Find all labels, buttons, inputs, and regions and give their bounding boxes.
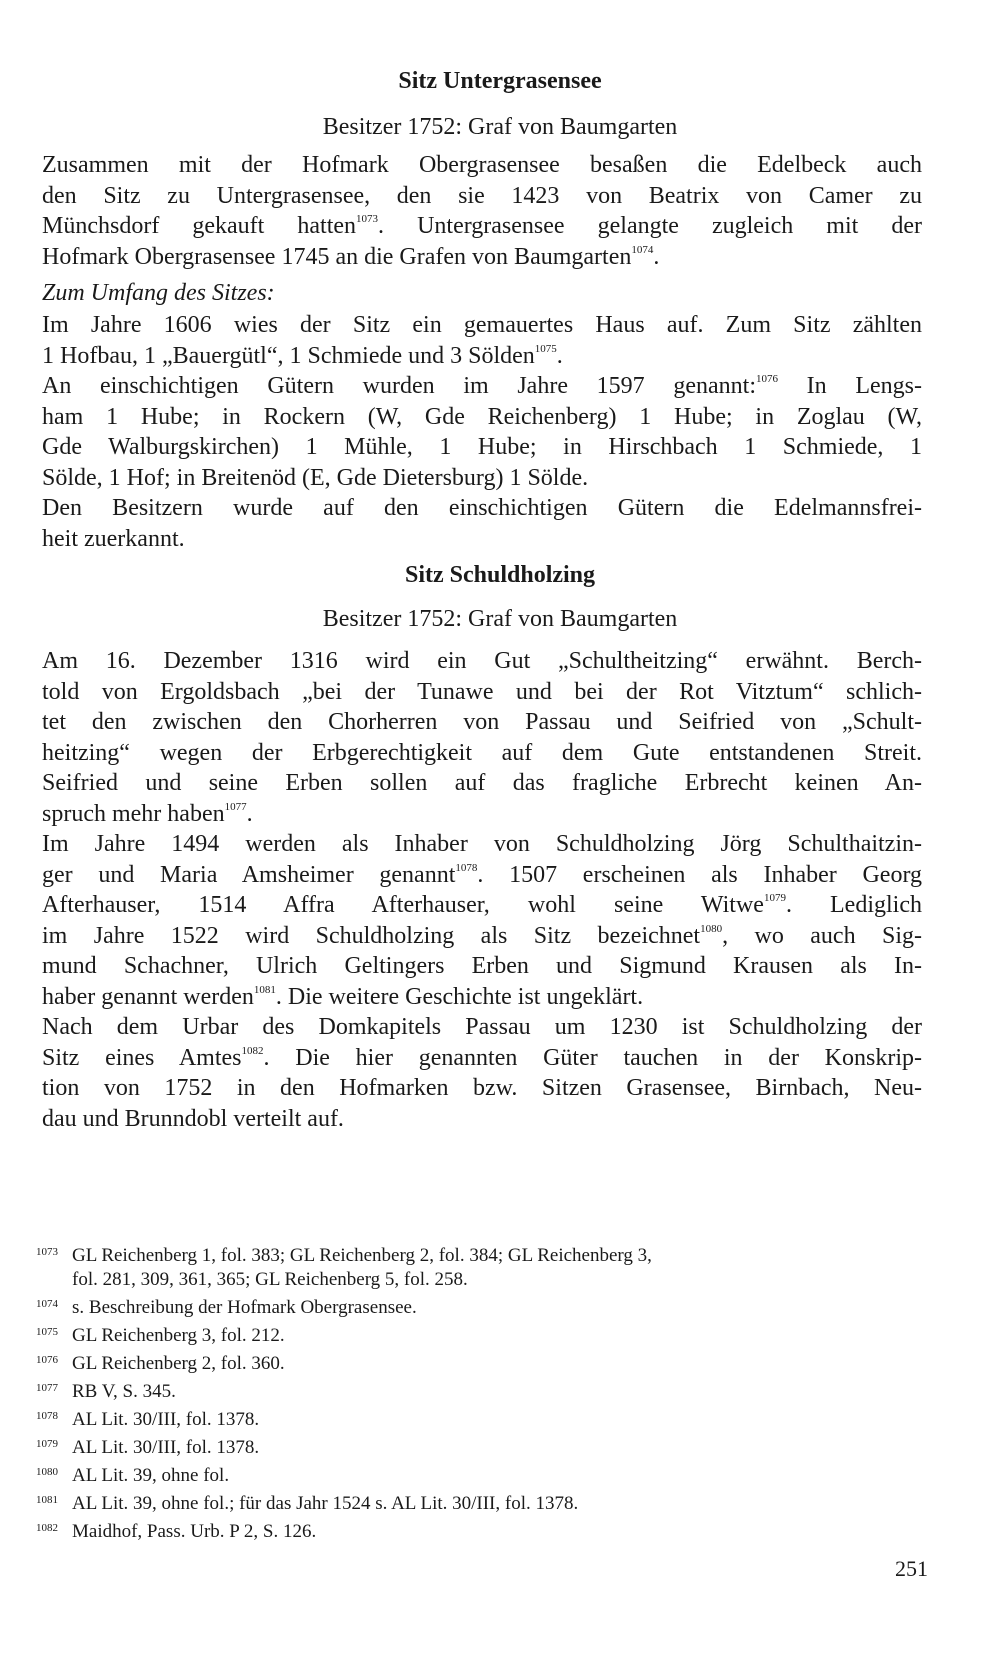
text-run: dau und Brunndobl verteilt auf. [42,1105,344,1132]
footnote [36,1348,916,1376]
paragraph [42,493,922,554]
footnote [36,1376,916,1404]
text-run: Zusammen mit der Hofmark Obergrasensee besaßen die Edelbeck auch [42,152,922,178]
footnote [36,1404,916,1432]
owner-line-untergrasensee: Besitzer 1752: Graf von Baumgarten [322,114,678,140]
footnote [36,1240,916,1268]
text-run: Münchsdorf gekauft hatten [42,213,357,239]
footnote-ref[interactable]: 1081 [253,983,276,996]
footnote-ref[interactable]: 1079 [763,892,786,904]
text-line [42,829,922,860]
footnote-text: fol. 281, 309, 361, 365; GL Reichenberg 5, fol. 258. [72,1269,468,1290]
footnote [36,1488,916,1516]
footnote [36,1432,916,1460]
footnote-text: AL Lit. 30/III, fol. 1378. [72,1437,260,1458]
text-run: . [653,243,660,270]
text-run: Afterhauser, 1514 Affra Afterhauser, wohl seine Witwe [42,892,764,918]
text-run: Im Jahre 1494 werden als Inhaber von Schuldholzing Jörg Schulthaitzin- [42,831,922,857]
page-number: 251 [895,1556,928,1581]
text-run: told von Ergoldsbach „bei der Tunawe und bei der Rot Vitztum“ schlich- [42,678,922,705]
text-line [42,524,922,555]
footnote-number: 1081 [36,1494,58,1506]
text-run: Hofmark Obergrasensee 1745 an die Grafen von Baumgarten [42,243,632,270]
footnote-ref[interactable]: 1077 [224,800,247,813]
text-line [42,921,922,952]
text-run: im Jahre 1522 wird Schuldholzing als Sitz bezeichnet [42,922,701,949]
footnotes [36,1240,916,1544]
text-run: tion von 1752 in den Hofmarken bzw. Sitzen Grasensee, Birnbach, Neu- [42,1075,922,1101]
footnote-text: RB V, S. 345. [72,1381,176,1402]
text-line [42,341,922,372]
text-line [42,242,922,273]
footnote-number: 1075 [36,1326,58,1338]
text-run: Im Jahre 1606 wies der Sitz ein gemauertes Haus auf. Zum Sitz zählten [42,312,922,338]
text-run: . Die hier genannten Güter tauchen in der Konskrip- [263,1044,923,1071]
footnote-ref[interactable]: 1074 [631,243,654,256]
text-run: haber genannt werden [42,983,254,1010]
footnote-text: Maidhof, Pass. Urb. P 2, S. 126. [72,1521,317,1542]
text-line [42,463,922,494]
text-line [42,150,922,181]
text-run: Sitz eines Amtes [42,1044,242,1071]
footnote-text: GL Reichenberg 3, fol. 212. [72,1325,285,1346]
text-run: tet den zwischen den Chorherren von Passau und Seifried von „Schult- [42,709,922,735]
footnote-text: AL Lit. 39, ohne fol. [72,1465,230,1486]
text-line [42,799,922,830]
paragraph [42,829,922,1012]
text-run: Gde Walburgskirchen) 1 Mühle, 1 Hube; in Hirschbach 1 Schmiede, 1 [42,434,922,460]
footnote-ref[interactable]: 1076 [756,373,778,385]
footnote-text: AL Lit. 30/III, fol. 1378. [72,1409,260,1430]
text-run: In Lengs- [778,373,923,399]
text-run: . Die weitere Geschichte ist ungeklärt. [275,983,644,1010]
text-line [42,982,922,1013]
footnote-number: 1082 [36,1522,58,1534]
owner-line-schuldholzing: Besitzer 1752: Graf von Baumgarten [322,606,678,632]
text-run: Den Besitzern wurde auf den einschichtigen Gütern die Edelmannsfrei- [42,495,922,521]
footnote-ref[interactable]: 1080 [700,922,723,935]
footnote-ref[interactable]: 1075 [534,342,557,355]
text-run: den Sitz zu Untergrasensee, den sie 1423 von Beatrix von Camer zu [42,182,922,209]
footnote-text: GL Reichenberg 2, fol. 360. [72,1353,285,1374]
section-title-schuldholzing: Sitz Schuldholzing [404,562,596,588]
text-run: heit zuerkannt. [42,525,185,552]
section-title-untergrasensee: Sitz Untergrasensee [398,68,602,94]
text-run: . Lediglich [785,892,922,918]
text-run: heitzing“ wegen der Erbgerechtigkeit auf dem Gute entstandenen Streit. [42,739,922,766]
text-line [42,371,922,402]
text-line [42,677,922,708]
paragraph [42,310,922,371]
footnote-ref[interactable]: 1078 [455,861,478,874]
text-line [42,951,922,982]
footnote-text: GL Reichenberg 1, fol. 383; GL Reichenberg 2, fol. 384; GL Reichenberg 3, [72,1245,652,1266]
text-line [42,738,922,769]
footnote-text: AL Lit. 39, ohne fol.; für das Jahr 1524 s. AL Lit. 30/III, fol. 1378. [72,1493,579,1514]
text-run: . Untergrasensee gelangte zugleich mit der [378,213,923,239]
text-run: ham 1 Hube; in Rockern (W, Gde Reichenberg) 1 Hube; in Zoglau (W, [42,403,922,430]
text-line [42,707,922,738]
text-run: An einschichtigen Gütern wurden im Jahre 1597 genannt: [42,373,756,399]
footnote-number: 1076 [36,1354,58,1366]
text-run: ger und Maria Amsheimer genannt [42,861,456,888]
text-line [42,1104,922,1135]
footnote-number: 1074 [36,1298,58,1310]
footnote-number: 1078 [36,1410,58,1422]
footnote [36,1460,916,1488]
text-run: 1 Hofbau, 1 „Bauergütl“, 1 Schmiede und 3 Sölden [42,342,535,369]
text-line [42,310,922,341]
footnote [36,1268,916,1292]
text-line [42,646,922,677]
text-run: Seifried und seine Erben sollen auf das fragliche Erbrecht keinen An- [42,770,922,796]
footnote-number: 1073 [36,1246,58,1258]
footnote-text: s. Beschreibung der Hofmark Obergrasensee. [72,1297,417,1318]
scope-label-text: Zum Umfang des Sitzes: [42,280,275,306]
text-run: Sölde, 1 Hof; in Breitenöd (E, Gde Dietersburg) 1 Sölde. [42,464,589,491]
text-run: spruch mehr haben [42,800,225,827]
footnote-number: 1077 [36,1382,58,1394]
footnote-ref[interactable]: 1082 [241,1044,264,1057]
text-run: Am 16. Dezember 1316 wird ein Gut „Schultheitzing“ erwähnt. Berch- [42,648,922,674]
text-run: . [556,342,563,369]
paragraph [42,646,922,829]
text-line [42,211,922,242]
footnote-number: 1079 [36,1438,58,1450]
text-line [42,890,922,921]
text-run: Nach dem Urbar des Domkapitels Passau um 1230 ist Schuldholzing der [42,1014,922,1040]
paragraph [42,150,922,272]
text-run: , wo auch Sig- [722,922,922,949]
text-line [42,1012,922,1043]
text-line [42,1043,922,1074]
footnote [36,1292,916,1320]
scope-label [42,278,922,309]
footnote-ref[interactable]: 1073 [356,213,379,225]
text-line [42,493,922,524]
text-line [42,432,922,463]
footnote [36,1516,916,1544]
paragraph [42,371,922,493]
text-run: . [246,800,253,827]
text-line [42,181,922,212]
text-line [42,768,922,799]
footnote [36,1320,916,1348]
text-line [42,1073,922,1104]
text-line [42,402,922,433]
text-run: mund Schachner, Ulrich Geltingers Erben und Sigmund Krausen als In- [42,953,922,979]
footnote-number: 1080 [36,1466,58,1478]
text-run: . 1507 erscheinen als Inhaber Georg [477,861,922,888]
paragraph [42,1012,922,1134]
text-line [42,860,922,891]
